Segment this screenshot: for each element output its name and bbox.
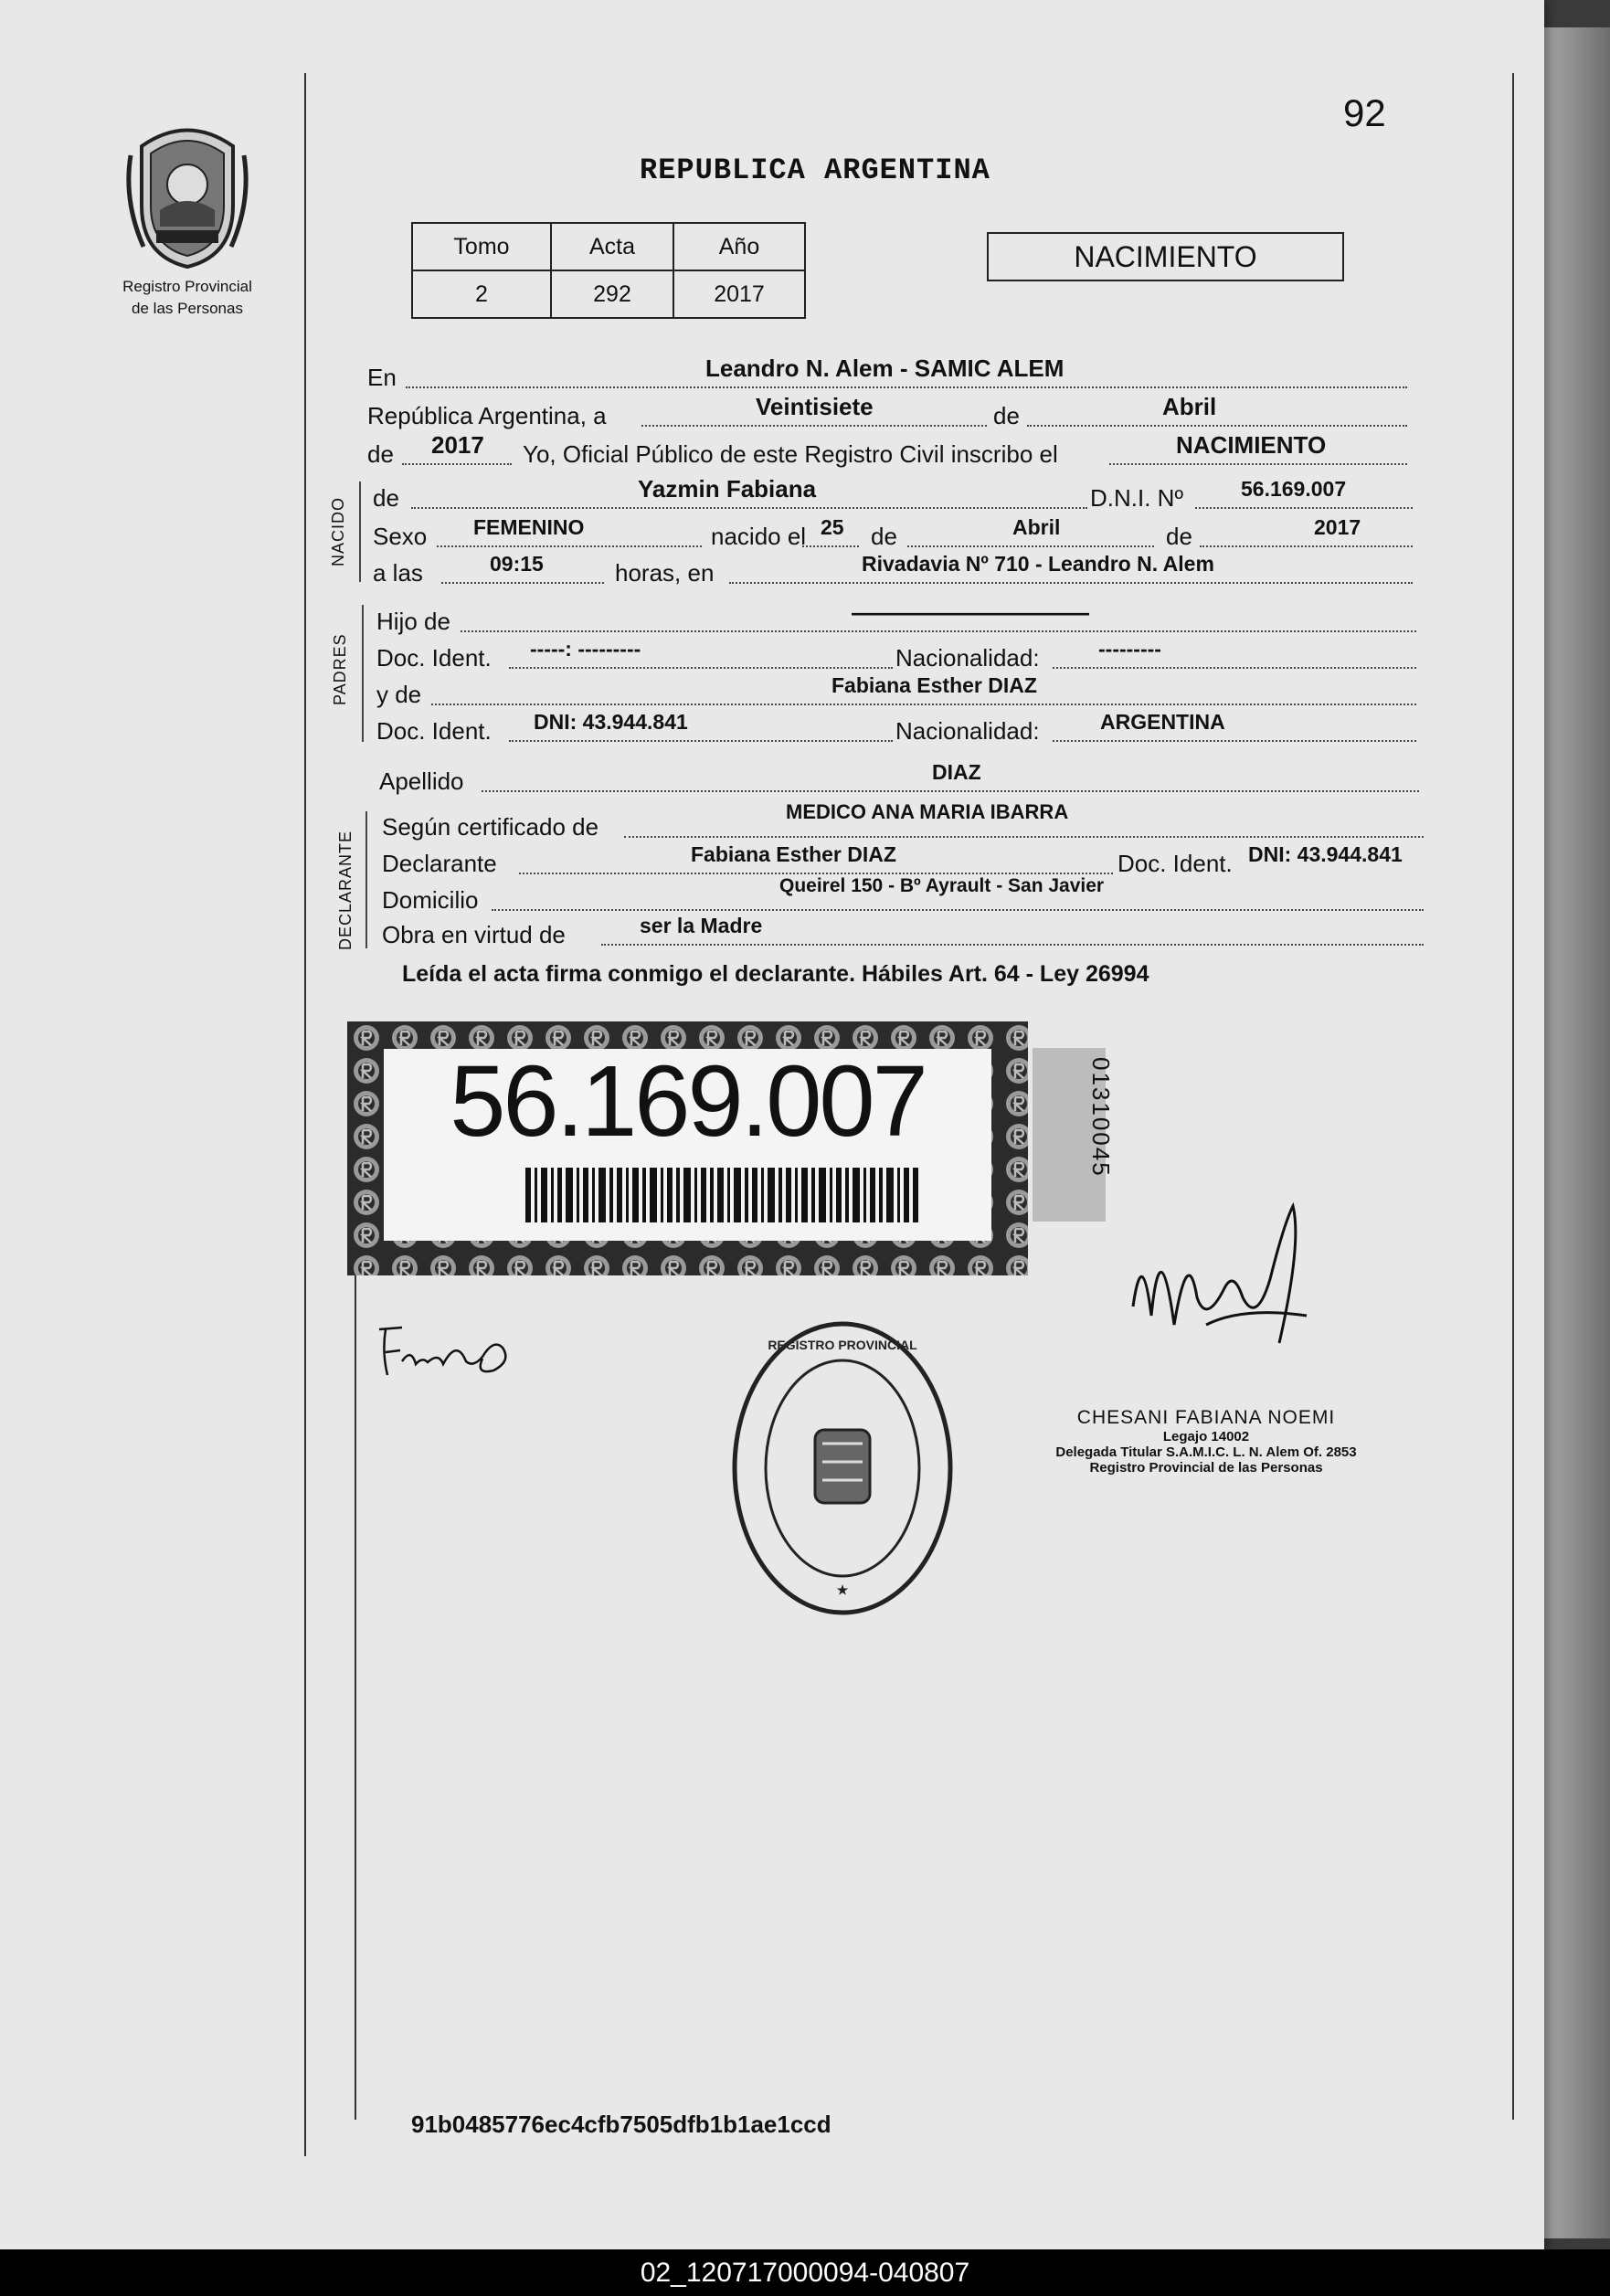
value-declarant-name: Fabiana Esther DIAZ bbox=[691, 842, 896, 866]
section-label-nacido: NACIDO bbox=[329, 496, 347, 566]
value-mother: Fabiana Esther DIAZ bbox=[831, 673, 1037, 697]
officer-signature-icon bbox=[1096, 1188, 1334, 1425]
line-time-place bbox=[373, 552, 1413, 592]
line-certificate bbox=[382, 800, 1424, 846]
label-a-las: a las bbox=[373, 559, 423, 587]
line-mother-doc bbox=[376, 710, 1416, 750]
svg-text:★: ★ bbox=[836, 1582, 849, 1597]
dotted-rule bbox=[519, 873, 1113, 874]
value-birth-day: 25 bbox=[821, 515, 844, 539]
label-officer-statement: Yo, Oficial Público de este Registro Civil inscribo el bbox=[523, 440, 1058, 468]
officer-name: CHESANI FABIANA NOEMI bbox=[1076, 1407, 1336, 1428]
line-address bbox=[382, 875, 1424, 919]
label-de-year: de bbox=[367, 440, 394, 468]
province-seal-icon bbox=[123, 119, 251, 270]
officer-legajo: Legajo 14002 bbox=[1162, 1429, 1250, 1444]
dotted-rule bbox=[1053, 667, 1416, 669]
value-mother-doc: DNI: 43.944.841 bbox=[534, 710, 688, 734]
dotted-rule bbox=[624, 836, 1424, 838]
value-month: Abril bbox=[1162, 393, 1217, 420]
value-sex: FEMENINO bbox=[473, 515, 585, 539]
label-horas-en: horas, en bbox=[615, 559, 715, 587]
document-title: REPUBLICA ARGENTINA bbox=[640, 153, 990, 187]
section-label-padres: PADRES bbox=[331, 633, 349, 705]
value-father-nationality: --------- bbox=[1098, 637, 1161, 661]
dotted-rule bbox=[1200, 545, 1413, 547]
col-header-tomo: Tomo bbox=[412, 223, 551, 270]
label-de-year-2: de bbox=[1166, 523, 1192, 550]
line-father-doc bbox=[376, 637, 1416, 677]
col-header-acta: Acta bbox=[551, 223, 673, 270]
label-y-de: y de bbox=[376, 681, 422, 708]
registry-logo bbox=[114, 119, 260, 318]
dotted-rule bbox=[406, 386, 1407, 388]
dotted-rule bbox=[1109, 463, 1407, 465]
label-doc-ident: Doc. Ident. bbox=[376, 644, 492, 672]
declarant-signature-icon bbox=[375, 1320, 548, 1384]
dotted-rule bbox=[601, 944, 1424, 946]
dotted-rule bbox=[641, 425, 987, 427]
dotted-rule bbox=[402, 463, 512, 465]
value-father-doc: -----: --------- bbox=[530, 637, 641, 661]
label-domicilio: Domicilio bbox=[382, 886, 479, 914]
value-birth-month: Abril bbox=[1012, 515, 1061, 539]
dotted-rule bbox=[509, 667, 893, 669]
value-year: 2017 bbox=[431, 431, 484, 459]
dotted-rule bbox=[482, 790, 1419, 792]
label-declarante: Declarante bbox=[382, 850, 497, 877]
dni-number: 56.169.007 bbox=[450, 1045, 926, 1158]
right-margin-rule bbox=[1512, 73, 1514, 2120]
value-mother-nationality: ARGENTINA bbox=[1100, 710, 1225, 734]
label-de-name: de bbox=[373, 484, 399, 512]
label-sexo: Sexo bbox=[373, 523, 428, 550]
value-declarant-doc: DNI: 43.944.841 bbox=[1248, 842, 1403, 866]
line-father bbox=[376, 598, 1416, 640]
label-obra-en-virtud: Obra en virtud de bbox=[382, 921, 566, 948]
left-margin-rule bbox=[304, 73, 306, 2156]
dotted-rule bbox=[411, 507, 1087, 509]
value-birth-time: 09:15 bbox=[490, 552, 544, 576]
label-de: de bbox=[993, 402, 1020, 429]
act-type-box: NACIMIENTO bbox=[987, 232, 1344, 281]
cell-acta: 292 bbox=[551, 270, 673, 318]
value-child-dni: 56.169.007 bbox=[1241, 477, 1347, 501]
dotted-rule bbox=[1053, 740, 1416, 742]
section-bracket bbox=[365, 811, 367, 948]
label-doc-ident-3: Doc. Ident. bbox=[1117, 850, 1233, 877]
record-reference-table bbox=[411, 222, 806, 319]
officer-block bbox=[1023, 1407, 1389, 1476]
registry-name-2: de las Personas bbox=[132, 300, 243, 317]
value-surname: DIAZ bbox=[932, 760, 981, 784]
dotted-rule bbox=[492, 909, 1424, 911]
dotted-rule bbox=[509, 740, 893, 742]
dotted-rule bbox=[431, 704, 1416, 705]
dni-number-plate bbox=[347, 1021, 1028, 1275]
value-birth-year: 2017 bbox=[1314, 515, 1361, 539]
dotted-rule bbox=[441, 582, 604, 584]
control-number: 01310045 bbox=[1087, 1057, 1115, 1178]
folio-number: 92 bbox=[1343, 91, 1386, 134]
control-number-tag bbox=[1033, 1048, 1115, 1222]
closing-statement: Leída el acta firma conmigo el declarante. Hábiles Art. 64 - Ley 26994 bbox=[402, 961, 1149, 987]
image-filename: 02_120717000094-040807 bbox=[0, 2249, 1610, 2296]
value-father: —————————— bbox=[852, 598, 1089, 626]
officer-role: Delegada Titular S.A.M.I.C. L. N. Alem Of. 2853 bbox=[1055, 1444, 1357, 1460]
officer-registry: Registro Provincial de las Personas bbox=[1089, 1460, 1323, 1476]
registry-stamp-icon bbox=[731, 1320, 955, 1617]
line-acting bbox=[382, 914, 1424, 954]
dotted-rule bbox=[437, 545, 702, 547]
section-label-declarante: DECLARANTE bbox=[336, 830, 355, 950]
dotted-rule bbox=[907, 545, 1154, 547]
line-surname bbox=[379, 760, 1419, 800]
label-dni: D.N.I. Nº bbox=[1090, 484, 1183, 512]
label-de-month: de bbox=[871, 523, 897, 550]
label-hijo-de: Hijo de bbox=[376, 608, 450, 635]
value-acting: ser la Madre bbox=[640, 914, 763, 937]
line-mother bbox=[376, 673, 1416, 714]
barcode-icon bbox=[525, 1168, 918, 1222]
value-birth-address: Rivadavia Nº 710 - Leandro N. Alem bbox=[862, 552, 1214, 576]
value-act-kind: NACIMIENTO bbox=[1176, 431, 1327, 459]
dotted-rule bbox=[1195, 507, 1413, 509]
line-date bbox=[367, 393, 1407, 435]
section-bracket bbox=[362, 605, 364, 742]
label-en: En bbox=[367, 364, 397, 391]
value-address: Queirel 150 - Bº Ayrault - San Javier bbox=[779, 875, 1105, 896]
document-hash: 91b0485776ec4cfb7505dfb1b1ae1ccd bbox=[411, 2111, 831, 2138]
line-sex-birth bbox=[373, 515, 1413, 555]
label-nacionalidad: Nacionalidad: bbox=[895, 644, 1040, 672]
line-en bbox=[367, 354, 1407, 397]
label-apellido: Apellido bbox=[379, 767, 464, 795]
dotted-rule bbox=[1027, 425, 1407, 427]
value-certifier: MEDICO ANA MARIA IBARRA bbox=[786, 800, 1069, 823]
dni-label-area bbox=[384, 1045, 991, 1241]
dotted-rule bbox=[461, 630, 1416, 632]
dotted-rule bbox=[802, 545, 859, 547]
dotted-rule bbox=[729, 582, 1413, 584]
registry-name: Registro Provincial bbox=[122, 278, 252, 295]
value-child-name: Yazmin Fabiana bbox=[638, 475, 817, 503]
label-republica: República Argentina, a bbox=[367, 402, 607, 429]
svg-text:REGISTRO PROVINCIAL: REGISTRO PROVINCIAL bbox=[768, 1338, 917, 1352]
line-name bbox=[373, 475, 1413, 517]
value-place: Leandro N. Alem - SAMIC ALEM bbox=[705, 354, 1065, 382]
section-bracket bbox=[359, 481, 361, 582]
line-registration bbox=[367, 431, 1407, 473]
label-nacionalidad-2: Nacionalidad: bbox=[895, 717, 1040, 745]
cell-tomo: 2 bbox=[412, 270, 551, 318]
value-day-words: Veintisiete bbox=[756, 393, 874, 420]
cell-ano: 2017 bbox=[673, 270, 805, 318]
label-doc-ident-2: Doc. Ident. bbox=[376, 717, 492, 745]
label-segun-certificado: Según certificado de bbox=[382, 813, 599, 841]
label-born-on: nacido el bbox=[711, 523, 807, 550]
col-header-ano: Año bbox=[673, 223, 805, 270]
